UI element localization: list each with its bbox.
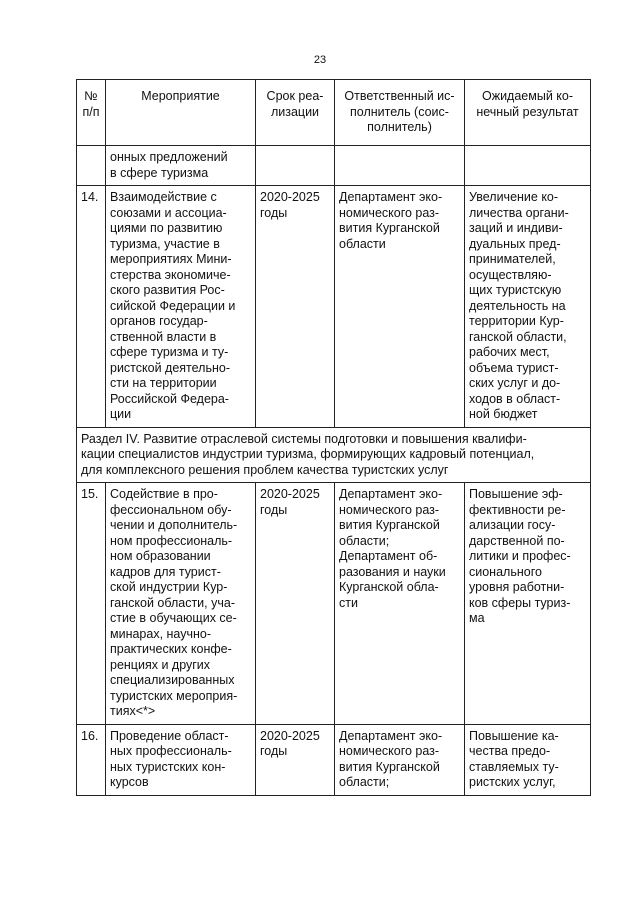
cell-number: 15. bbox=[77, 483, 106, 725]
cell-result: Повышение эф- фективности ре- ализации госу- дарственной по- литики и профес- сионального уровня работни- ков сферы туриз- ма bbox=[465, 483, 591, 725]
measures-table bbox=[76, 79, 591, 796]
section-heading: Раздел IV. Развитие отраслевой системы подготовки и повышения квалифи- кации специалистов индустрии туризма, формирующих кадровый потенциал, для комплексного решения проблем качества туристских услуг bbox=[77, 427, 591, 483]
table-row-continued bbox=[77, 146, 591, 186]
cell-term: 2020-2025 годы bbox=[256, 724, 335, 795]
cell-activity: Взаимодействие с союзами и ассоциа- циями по развитию туризма, участие в мероприятиях Мини- стерства экономиче- ского развития Рос- сийской Федерации и органов государ- ственной власти в сфере туризма и ту- ристской деятельно- сти на территории Российской Федера- ции bbox=[106, 186, 256, 428]
cell-result bbox=[465, 146, 591, 186]
cell-responsible bbox=[335, 146, 465, 186]
table-header-row bbox=[77, 80, 591, 146]
cell-term: 2020-2025 годы bbox=[256, 186, 335, 428]
cell-activity: Содействие в про- фессиональном обу- чении и дополнитель- ном профессиональ- ном образовании кадров для турист- ской индустрии Кур- ганской области, уча- стие в обучающих се- минарах, научно- практических конфе- ренциях и других специализированных туристских мероприя- тиях<*> bbox=[106, 483, 256, 725]
cell-activity: Проведение област- ных профессиональ- ных туристских кон- курсов bbox=[106, 724, 256, 795]
header-number: № п/п bbox=[77, 80, 106, 146]
cell-activity: онных предложений в сфере туризма bbox=[106, 146, 256, 186]
cell-responsible: Департамент эко- номического раз- вития Курганской области bbox=[335, 186, 465, 428]
cell-number: 16. bbox=[77, 724, 106, 795]
cell-responsible: Департамент эко- номического раз- вития Курганской области; bbox=[335, 724, 465, 795]
header-result: Ожидаемый ко- нечный результат bbox=[465, 80, 591, 146]
cell-result: Повышение ка- чества предо- ставляемых ту- ристских услуг, bbox=[465, 724, 591, 795]
header-responsible: Ответственный ис- полнитель (соис- полнитель) bbox=[335, 80, 465, 146]
section-row bbox=[77, 427, 591, 483]
table-row-14 bbox=[77, 186, 591, 428]
cell-responsible: Департамент эко- номического раз- вития Курганской области; Департамент об- разования и науки Курганской обла- сти bbox=[335, 483, 465, 725]
page-number: 23 bbox=[313, 54, 327, 66]
cell-number: 14. bbox=[77, 186, 106, 428]
cell-number bbox=[77, 146, 106, 186]
table-row-15 bbox=[77, 483, 591, 725]
cell-term bbox=[256, 146, 335, 186]
cell-result: Увеличение ко- личества органи- заций и индиви- дуальных пред- принимателей, осуществляю- щих туристскую деятельность на территории Кур- ганской области, рабочих мест, объема турист- ских услуг и до- ходов в област- ной бюджет bbox=[465, 186, 591, 428]
header-activity: Мероприятие bbox=[106, 80, 256, 146]
table-row-16 bbox=[77, 724, 591, 795]
header-term: Срок реа- лизации bbox=[256, 80, 335, 146]
cell-term: 2020-2025 годы bbox=[256, 483, 335, 725]
